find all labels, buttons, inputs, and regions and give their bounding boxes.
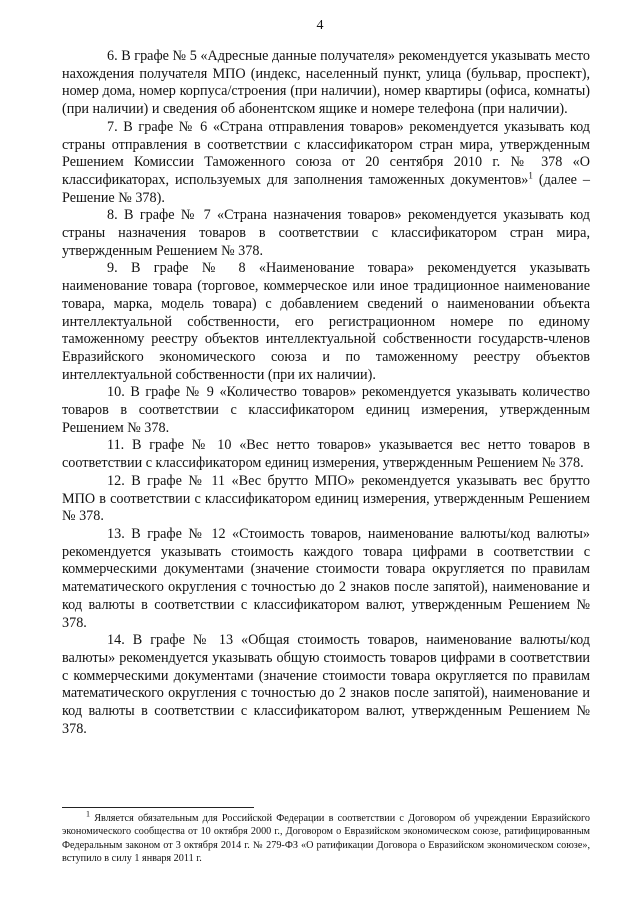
- paragraph-text-continued: (далее – Решение № 378).: [62, 171, 590, 206]
- paragraph-text: 14. В графе № 13 «Общая стоимость товаров, наименование валюты/код валюты» рекомендуется указывать общую стоимость товаров цифрами в соответствии с коммерческими документами (значение стоимости товара округляется по правилам математического округления с точностью до 2 знаков после запятой), наименование и код валюты в соответствии с классификатором валют, утвержденным Решением № 378.: [62, 632, 590, 737]
- footnote-reference: 1: [528, 170, 533, 181]
- paragraph-text: 11. В графе № 10 «Вес нетто товаров» указывается вес нетто товаров в соответствии с классификатором единиц измерения, утвержденным Решением № 378.: [62, 437, 590, 472]
- paragraph-text: 13. В графе № 12 «Стоимость товаров, наименование валюты/код валюты» рекомендуется указывать стоимость каждого товара цифрами в соответствии с коммерческими документами (значение стоимости товара округляется по правилам математического округления с точностью до 2 знаков после запятой), наименование и код валюты в соответствии с классификатором валют, утвержденным Решением № 378.: [62, 525, 590, 631]
- paragraph-11: [62, 437, 590, 472]
- paragraph-8: [62, 207, 590, 260]
- paragraph-text: 9. В графе № 8 «Наименование товара» рекомендуется указывать наименование товара (торговое, коммерческое или иное традиционное наименование товара, марка, модель товара) с добавлением сведений о наименовании объекта интеллектуальной собственности, его регистрационном номере по единому таможенному реестру объектов интеллектуальной собственности государств-членов Евразийского экономического союза и по таможенному реестру объектов интеллектуальной собственности (при их наличии).: [62, 260, 590, 383]
- paragraph-14: [62, 632, 590, 738]
- paragraph-9: [62, 260, 590, 384]
- footnote: [62, 809, 590, 865]
- paragraph-text: 7. В графе № 6 «Страна отправления товаров» рекомендуется указывать код страны отправления в соответствии с классификатором стран мира, утвержденным Решением Комиссии Таможенного союза от 20 сентября 2010 г. № 378 «О классификаторах, используемых для заполнения таможенных документов»: [62, 118, 590, 188]
- document-body: [62, 48, 590, 738]
- footnote-text: Является обязательным для Российской Федерации в соответствии с Договором об учреждении Евразийского экономического сообщества от 10 октября 2000 г., Договором о Евразийском экономическом союзе, ратифицированным Федеральным законом от 3 октября 2014 г. № 279-ФЗ «О ратификации Договора о Евразийском экономическом союзе», вступило в силу 1 января 2011 г.: [62, 813, 590, 864]
- paragraph-10: [62, 384, 590, 437]
- page-number: 4: [316, 18, 324, 33]
- paragraph-13: [62, 526, 590, 632]
- footnote-mark: 1: [86, 809, 90, 819]
- paragraph-12: [62, 473, 590, 526]
- paragraph-7: [62, 119, 590, 208]
- paragraph-text: 12. В графе № 11 «Вес брутто МПО» рекомендуется указывать вес брутто МПО в соответствии с классификатором единиц измерения, утвержденным Решением № 378.: [62, 472, 590, 525]
- paragraph-text: 6. В графе № 5 «Адресные данные получателя» рекомендуется указывать место нахождения получателя МПО (индекс, населенный пункт, улица (бульвар, проспект), номер дома, номер корпуса/строения (при наличии), номер квартиры (офиса, комнаты) (при наличии) и сведения об абонентском ящике и номере телефона (при наличии).: [62, 48, 590, 118]
- paragraph-text: 10. В графе № 9 «Количество товаров» рекомендуется указывать количество товаров в соответствии с классификатором единиц измерения, утвержденным Решением № 378.: [62, 384, 590, 436]
- footnote-separator: [62, 807, 254, 808]
- paragraph-text: 8. В графе № 7 «Страна назначения товаров» рекомендуется указывать код страны назначения товаров в соответствии с классификатором стран мира, утвержденным Решением № 378.: [62, 207, 590, 259]
- paragraph-6: [62, 48, 590, 119]
